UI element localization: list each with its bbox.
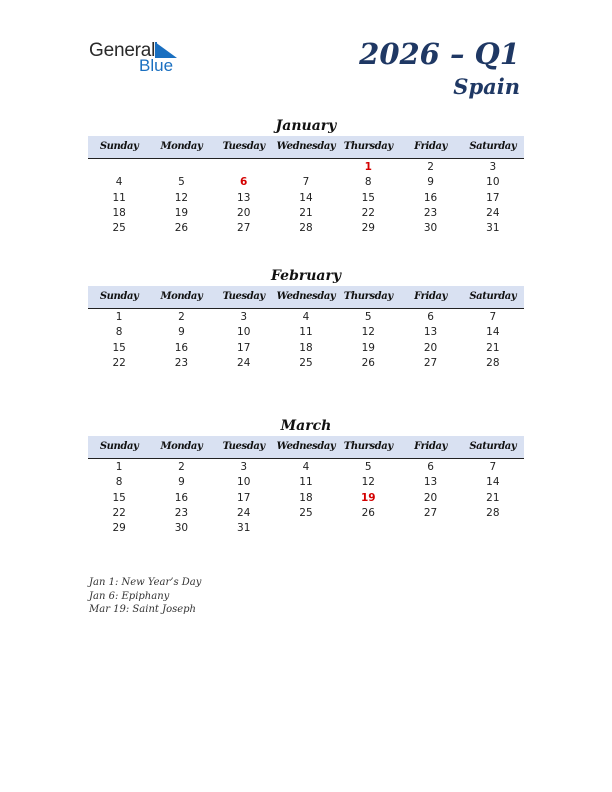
month-days bbox=[88, 159, 524, 236]
day-cell bbox=[399, 521, 461, 536]
day-cell: 2 bbox=[427, 161, 434, 173]
day-cell: 6 bbox=[427, 311, 434, 323]
day-cell: 23 bbox=[174, 356, 189, 369]
month-days bbox=[88, 459, 524, 536]
day-cell: 2 bbox=[178, 311, 185, 323]
weekday-label: Monday bbox=[160, 141, 203, 152]
day-cell: 25 bbox=[299, 356, 313, 369]
day-cell: 9 bbox=[427, 176, 434, 189]
logo bbox=[89, 40, 189, 76]
day-cell: 10 bbox=[486, 176, 500, 189]
day-cell: 17 bbox=[486, 191, 500, 204]
day-cell: 5 bbox=[178, 176, 185, 189]
weekday-label: Thursday bbox=[343, 141, 393, 152]
day-cell: 7 bbox=[489, 461, 497, 473]
country-name: Spain bbox=[453, 74, 520, 99]
day-cell: 17 bbox=[237, 341, 251, 354]
day-cell: 30 bbox=[423, 222, 438, 235]
day-cell: 14 bbox=[299, 191, 313, 204]
day-cell: 10 bbox=[237, 476, 251, 489]
day-cell: 22 bbox=[112, 506, 126, 519]
day-cell: 31 bbox=[237, 522, 251, 535]
weekday-label: Saturday bbox=[469, 441, 517, 452]
day-cell: 13 bbox=[423, 476, 438, 489]
month-days bbox=[88, 309, 524, 371]
day-cell: 24 bbox=[237, 506, 251, 519]
day-cell: 12 bbox=[174, 191, 189, 204]
day-cell: 10 bbox=[237, 326, 251, 339]
day-cell: 4 bbox=[302, 461, 310, 473]
day-cell: 21 bbox=[486, 341, 500, 354]
day-cell bbox=[337, 521, 399, 536]
weekday-label: Wednesday bbox=[276, 141, 336, 152]
day-cell: 20 bbox=[423, 341, 438, 354]
holiday-note: Jan 6: Epiphany bbox=[89, 590, 170, 602]
month-title: February bbox=[270, 268, 341, 284]
day-cell bbox=[150, 160, 212, 175]
holiday-day-cell: 19 bbox=[360, 491, 376, 504]
day-cell: 18 bbox=[299, 341, 313, 354]
day-cell: 5 bbox=[364, 461, 372, 473]
day-cell: 22 bbox=[112, 356, 126, 369]
weekday-label: Monday bbox=[160, 441, 203, 452]
weekday-label: Saturday bbox=[469, 141, 517, 152]
day-cell: 7 bbox=[489, 311, 497, 323]
day-cell: 16 bbox=[174, 491, 189, 504]
week-row bbox=[88, 475, 524, 490]
day-cell: 21 bbox=[486, 491, 500, 504]
day-cell: 13 bbox=[237, 191, 251, 204]
weekday-label: Friday bbox=[414, 291, 447, 302]
day-cell: 31 bbox=[486, 222, 500, 235]
day-cell: 12 bbox=[361, 476, 375, 489]
day-cell: 27 bbox=[237, 222, 251, 235]
day-cell: 20 bbox=[423, 491, 438, 504]
day-cell: 11 bbox=[299, 326, 313, 339]
day-cell: 12 bbox=[361, 326, 375, 339]
weekday-header bbox=[88, 286, 524, 309]
weekday-header bbox=[88, 436, 524, 459]
day-cell: 1 bbox=[115, 461, 123, 473]
week-row bbox=[88, 521, 524, 536]
day-cell: 19 bbox=[174, 206, 189, 219]
week-row bbox=[88, 325, 524, 340]
holiday-day-cell: 1 bbox=[364, 161, 372, 173]
day-cell: 27 bbox=[423, 356, 438, 369]
day-cell: 15 bbox=[112, 341, 126, 354]
weekday-label: Sunday bbox=[99, 141, 139, 152]
day-cell: 17 bbox=[237, 491, 251, 504]
day-cell: 26 bbox=[361, 506, 375, 519]
logo-word-general: General bbox=[89, 40, 156, 61]
day-cell: 9 bbox=[178, 326, 185, 339]
day-cell: 13 bbox=[423, 326, 438, 339]
day-cell: 22 bbox=[361, 206, 375, 219]
weekday-label: Sunday bbox=[99, 291, 139, 302]
day-cell: 6 bbox=[427, 461, 434, 473]
day-cell: 28 bbox=[299, 222, 313, 235]
week-row bbox=[88, 491, 524, 506]
logo-word-blue: Blue bbox=[139, 56, 174, 75]
day-cell: 1 bbox=[115, 311, 123, 323]
day-cell bbox=[275, 160, 337, 175]
day-cell: 18 bbox=[299, 491, 313, 504]
day-cell bbox=[275, 521, 337, 536]
day-cell: 20 bbox=[237, 206, 251, 219]
holiday-note: Jan 1: New Year’s Day bbox=[89, 577, 202, 588]
day-cell: 28 bbox=[486, 506, 500, 519]
month-title: March bbox=[280, 418, 332, 434]
day-cell: 24 bbox=[486, 206, 500, 219]
week-row bbox=[88, 341, 524, 356]
day-cell: 3 bbox=[240, 461, 248, 473]
day-cell: 23 bbox=[423, 206, 438, 219]
day-cell: 30 bbox=[174, 522, 189, 535]
day-cell: 11 bbox=[299, 476, 313, 489]
day-cell: 16 bbox=[174, 341, 189, 354]
weekday-label: Saturday bbox=[469, 291, 517, 302]
day-cell: 29 bbox=[112, 522, 126, 535]
day-cell: 29 bbox=[361, 222, 375, 235]
day-cell: 8 bbox=[115, 476, 123, 489]
day-cell: 23 bbox=[174, 506, 189, 519]
day-cell: 9 bbox=[178, 476, 185, 489]
day-cell: 16 bbox=[423, 191, 438, 204]
day-cell bbox=[213, 160, 275, 175]
day-cell: 18 bbox=[112, 206, 126, 219]
weekday-label: Tuesday bbox=[222, 291, 265, 302]
day-cell: 25 bbox=[299, 506, 313, 519]
week-row bbox=[88, 206, 524, 221]
day-cell: 4 bbox=[302, 311, 310, 323]
day-cell: 8 bbox=[364, 176, 372, 189]
week-row bbox=[88, 175, 524, 190]
weekday-header bbox=[88, 136, 524, 159]
month-january bbox=[88, 116, 524, 236]
day-cell bbox=[88, 160, 150, 175]
day-cell: 4 bbox=[115, 176, 123, 189]
day-cell: 19 bbox=[361, 341, 375, 354]
week-row bbox=[88, 506, 524, 521]
week-row bbox=[88, 221, 524, 236]
day-cell: 15 bbox=[361, 191, 375, 204]
weekday-label: Tuesday bbox=[222, 441, 265, 452]
day-cell: 14 bbox=[486, 476, 500, 489]
day-cell: 14 bbox=[486, 326, 500, 339]
day-cell: 28 bbox=[486, 356, 500, 369]
week-row bbox=[88, 460, 524, 475]
weekday-label: Thursday bbox=[343, 291, 393, 302]
day-cell: 25 bbox=[112, 222, 126, 235]
holiday-day-cell: 6 bbox=[240, 176, 248, 189]
day-cell: 3 bbox=[489, 161, 497, 173]
day-cell: 8 bbox=[115, 326, 123, 339]
quarter-title: 2026 – Q1 bbox=[359, 37, 520, 71]
day-cell: 15 bbox=[112, 491, 126, 504]
week-row bbox=[88, 356, 524, 371]
weekday-label: Tuesday bbox=[222, 141, 265, 152]
holiday-note: Mar 19: Saint Joseph bbox=[89, 604, 197, 615]
weekday-label: Thursday bbox=[343, 441, 393, 452]
weekday-label: Sunday bbox=[99, 441, 139, 452]
day-cell: 11 bbox=[112, 191, 126, 204]
day-cell: 26 bbox=[361, 356, 375, 369]
day-cell: 3 bbox=[240, 311, 248, 323]
week-row bbox=[88, 191, 524, 206]
weekday-label: Friday bbox=[414, 441, 447, 452]
day-cell: 7 bbox=[302, 176, 310, 189]
day-cell: 24 bbox=[237, 356, 251, 369]
holiday-notes bbox=[89, 576, 201, 617]
week-row bbox=[88, 160, 524, 175]
day-cell: 2 bbox=[178, 461, 185, 473]
day-cell: 27 bbox=[423, 506, 438, 519]
weekday-label: Wednesday bbox=[276, 441, 336, 452]
header bbox=[359, 36, 520, 100]
month-title: January bbox=[275, 118, 337, 134]
month-february bbox=[88, 266, 524, 371]
weekday-label: Wednesday bbox=[276, 291, 336, 302]
weekday-label: Friday bbox=[414, 141, 447, 152]
day-cell: 21 bbox=[299, 206, 313, 219]
day-cell: 5 bbox=[364, 311, 372, 323]
week-row bbox=[88, 310, 524, 325]
weekday-label: Monday bbox=[160, 291, 203, 302]
day-cell bbox=[462, 521, 524, 536]
month-march bbox=[88, 416, 524, 536]
day-cell: 26 bbox=[174, 222, 189, 235]
